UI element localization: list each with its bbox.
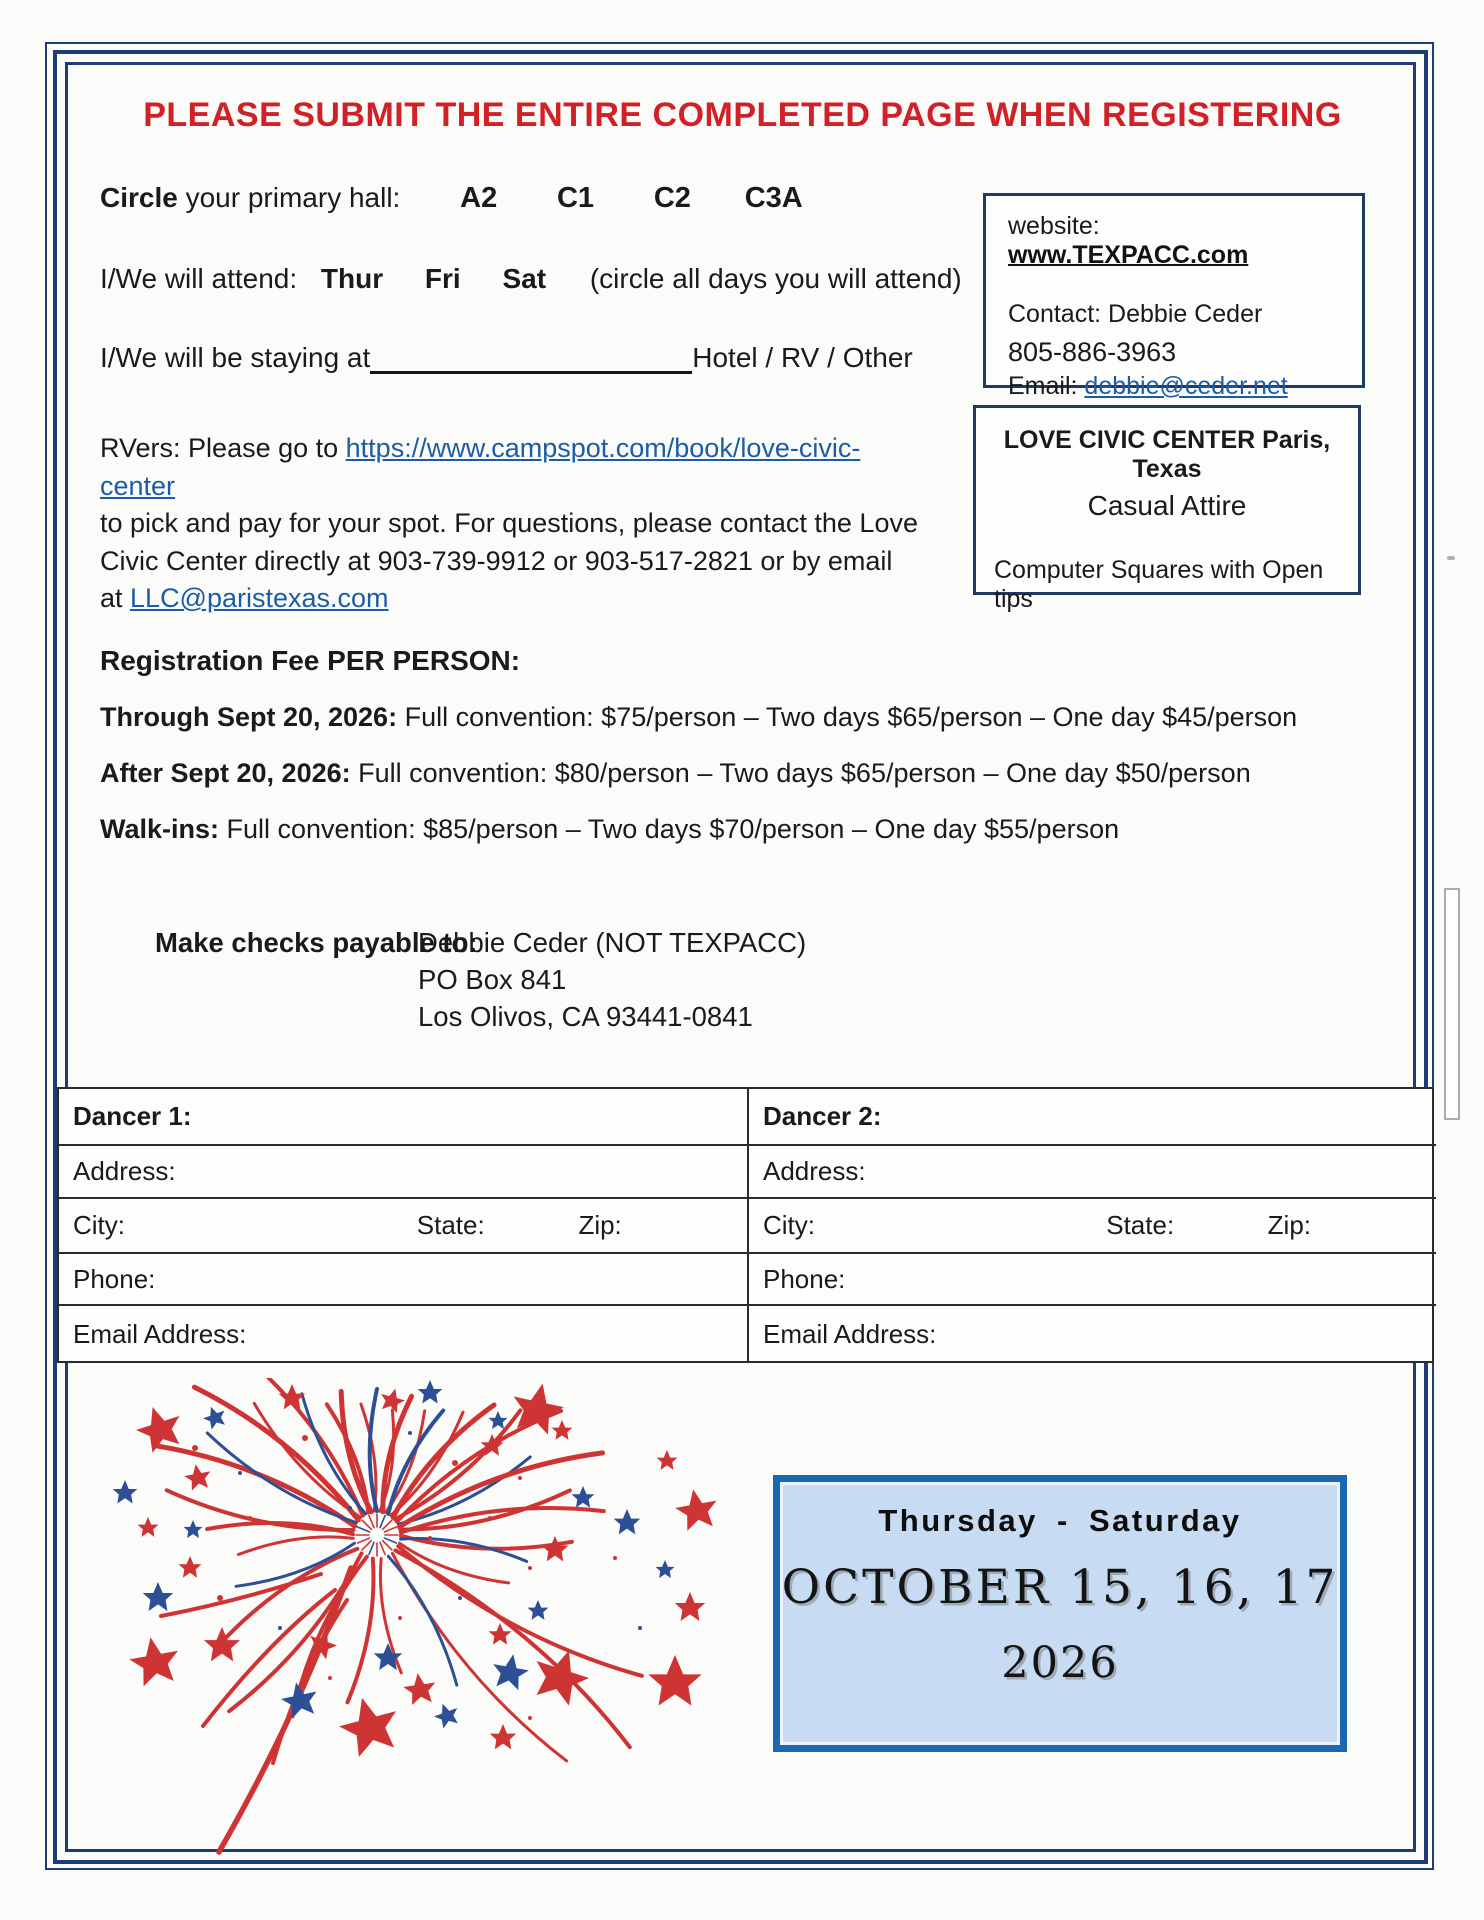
hall-option-c1[interactable]: C1: [556, 182, 595, 214]
rv-line1: [100, 430, 930, 505]
fee-row-through-text: Full convention: $75/person – Two days $65/person – One day $45/person: [397, 702, 1298, 732]
attend-note: (circle all days you will attend): [589, 263, 962, 294]
hall-option-c3a[interactable]: C3A: [744, 182, 803, 214]
fee-row-after-label: After Sept 20, 2026:: [100, 758, 351, 788]
contact-email-line: [1008, 372, 1342, 401]
venue-attire: Casual Attire: [1087, 490, 1247, 521]
staying-blank-field[interactable]: [370, 343, 692, 374]
dancer1-email-label: Email Address:: [73, 1319, 247, 1349]
dancer1-phone-label: Phone:: [73, 1263, 156, 1294]
hall-option-a2[interactable]: A2: [460, 182, 498, 214]
staying-options[interactable]: Hotel / RV / Other: [692, 342, 913, 373]
hall-lead-bold: Circle: [100, 182, 178, 213]
event-dates: OCTOBER 15, 16, 17: [781, 1560, 1339, 1615]
fee-row-through: [100, 702, 1297, 733]
rv-line2: to pick and pay for your spot. For questions, please contact the Love: [100, 508, 918, 538]
venue-info-box: [973, 405, 1361, 613]
page-title: PLEASE SUBMIT THE ENTIRE COMPLETED PAGE WHEN REGISTERING: [143, 96, 1342, 134]
rv-paragraph: [100, 430, 930, 618]
email-label: Email:: [1008, 372, 1078, 400]
attend-lead: I/We will attend:: [100, 263, 298, 294]
venue-note: Computer Squares with Open tips: [994, 556, 1324, 613]
dancer2-state-label: State:: [1106, 1210, 1175, 1240]
dancer2-email-cell[interactable]: [747, 1304, 1436, 1363]
checks-label: Make checks payable to:: [155, 927, 478, 958]
dancer2-address-cell[interactable]: [747, 1144, 1436, 1197]
dancer1-name-cell[interactable]: [59, 1089, 747, 1144]
rv-line4-text: at: [100, 583, 131, 613]
fee-row-walkins: [100, 814, 1119, 845]
contact-email-link[interactable]: debbie@ceder.net: [1084, 372, 1288, 400]
fee-row-after: [100, 758, 1251, 789]
rv-line1-text: RVers: Please go to: [100, 433, 346, 463]
checks-payee: Debbie Ceder (NOT TEXPACC): [418, 927, 807, 958]
staying-lead: I/We will be staying at: [100, 342, 371, 373]
dancer2-phone-label: Phone:: [763, 1263, 846, 1294]
venue-title: LOVE CIVIC CENTER Paris, Texas: [1003, 426, 1331, 483]
campspot-link[interactable]: https://www.campspot.com/book/love-civic-center: [100, 433, 861, 501]
fee-row-after-text: Full convention: $80/person – Two days $65/person – One day $50/person: [350, 758, 1251, 788]
dancer2-name-cell[interactable]: [747, 1089, 1436, 1144]
scan-speck: [1447, 556, 1455, 560]
dancer1-city-cell[interactable]: [59, 1197, 747, 1252]
contact-info-box: [983, 193, 1365, 400]
event-year: 2026: [1001, 1638, 1119, 1688]
dancer2-label: Dancer 2:: [763, 1101, 882, 1131]
attend-line: [100, 263, 962, 295]
contact-person-line: Contact: Debbie Ceder: [1008, 300, 1263, 328]
staying-line: [100, 342, 913, 374]
dancer1-address-cell[interactable]: [59, 1144, 747, 1197]
dancer2-zip-label: Zip:: [1267, 1210, 1312, 1240]
dancer1-label: Dancer 1:: [73, 1101, 192, 1131]
checks-address1: PO Box 841: [418, 964, 567, 995]
llc-email-link[interactable]: LLC@paristexas.com: [130, 583, 389, 613]
hall-lead-rest: your primary hall:: [177, 182, 401, 213]
fee-row-walkins-text: Full convention: $85/person – Two days $70/person – One day $55/person: [219, 814, 1120, 844]
scan-artifact: [1444, 888, 1460, 1120]
dancer1-city-label: City:: [73, 1210, 125, 1240]
contact-phone: 805-886-3963: [1008, 337, 1177, 367]
rv-line3: Civic Center directly at 903-739-9912 or 903-517-2821 or by email: [100, 545, 893, 576]
dancer2-email-label: Email Address:: [763, 1319, 937, 1349]
fee-row-through-label: Through Sept 20, 2026:: [100, 702, 398, 732]
dancer2-city-cell[interactable]: [747, 1197, 1436, 1252]
event-day-range: Thursday - Saturday: [878, 1503, 1242, 1538]
day-option-fri[interactable]: Fri: [424, 263, 461, 294]
dancer2-city-label: City:: [763, 1210, 815, 1240]
dancer1-phone-cell[interactable]: [59, 1252, 747, 1304]
day-option-thur[interactable]: Thur: [320, 263, 384, 294]
dancer-table: [57, 1087, 1434, 1363]
event-date-box: [773, 1475, 1347, 1752]
dancer2-phone-cell[interactable]: [747, 1252, 1436, 1304]
checks-address2: Los Olivos, CA 93441-0841: [418, 1001, 753, 1032]
dancer1-zip-label: Zip:: [578, 1210, 622, 1240]
dancer2-address-label: Address:: [763, 1156, 866, 1186]
fees-heading: Registration Fee PER PERSON:: [100, 645, 521, 676]
dancer1-address-label: Address:: [73, 1156, 176, 1186]
website-link[interactable]: www.TEXPACC.com: [1008, 241, 1249, 269]
dancer1-state-label: State:: [416, 1210, 485, 1240]
day-option-sat[interactable]: Sat: [502, 263, 547, 294]
fireworks-graphic: [95, 1378, 760, 1858]
rv-line4: [100, 580, 930, 618]
primary-hall-line: [100, 182, 803, 215]
fee-row-walkins-label: Walk-ins:: [100, 814, 220, 844]
dancer1-email-cell[interactable]: [59, 1304, 747, 1363]
hall-option-c2[interactable]: C2: [653, 182, 691, 214]
website-line: [1008, 212, 1342, 270]
website-label: website:: [1008, 212, 1100, 240]
